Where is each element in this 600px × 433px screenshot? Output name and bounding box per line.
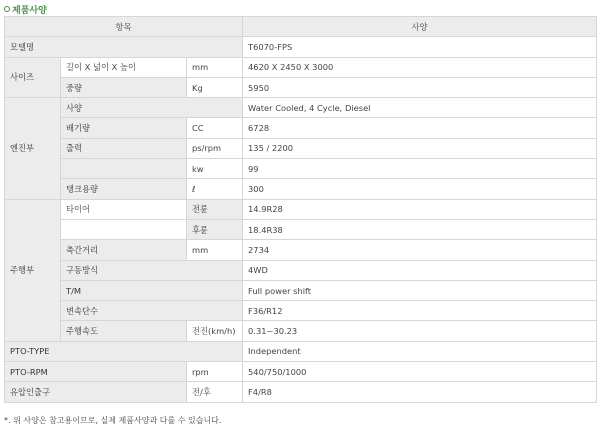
row-value: Full power shift — [243, 280, 597, 300]
row-label-empty — [61, 219, 187, 239]
row-label: 배기량 — [61, 118, 187, 138]
spec-table — [4, 16, 597, 403]
row-value: 300 — [243, 179, 597, 199]
row-label: 유압인출구 — [5, 382, 187, 402]
row-label: PTO-RPM — [5, 362, 187, 382]
table-row — [5, 362, 597, 382]
table-row — [5, 77, 597, 97]
row-value: 4620 X 2450 X 3000 — [243, 57, 597, 77]
row-unit: ps/rpm — [187, 138, 243, 158]
row-value: Independent — [243, 341, 597, 361]
row-label: 사양 — [61, 98, 243, 118]
row-label: 변속단수 — [61, 301, 243, 321]
section-title-text: 제품사양 — [12, 5, 47, 16]
header-spec: 사양 — [243, 17, 597, 37]
table-row — [5, 159, 597, 179]
table-row — [5, 260, 597, 280]
row-unit: rpm — [187, 362, 243, 382]
table-row — [5, 280, 597, 300]
row-value: 4WD — [243, 260, 597, 280]
row-value: 6728 — [243, 118, 597, 138]
row-label: 출력 — [61, 138, 187, 158]
row-label: 축간거리 — [61, 240, 187, 260]
row-value: 5950 — [243, 77, 597, 97]
table-row — [5, 98, 597, 118]
table-row — [5, 179, 597, 199]
row-unit: 전/후 — [187, 382, 243, 402]
row-value: 18.4R38 — [243, 219, 597, 239]
row-value: 135 / 2200 — [243, 138, 597, 158]
row-label: 탱크용량 — [61, 179, 187, 199]
table-row — [5, 199, 597, 219]
table-row — [5, 118, 597, 138]
row-group: 엔진부 — [5, 98, 61, 199]
row-label: 구동방식 — [61, 260, 243, 280]
row-value: Water Cooled, 4 Cycle, Diesel — [243, 98, 597, 118]
row-value: F4/R8 — [243, 382, 597, 402]
row-label: T/M — [61, 280, 243, 300]
row-group: 주행부 — [5, 199, 61, 341]
row-value: 14.9R28 — [243, 199, 597, 219]
section-title — [4, 2, 47, 16]
table-row — [5, 37, 597, 57]
table-row — [5, 382, 597, 402]
row-value: T6070-FPS — [243, 37, 597, 57]
row-label-empty — [61, 159, 187, 179]
table-row — [5, 219, 597, 239]
table-row — [5, 138, 597, 158]
row-unit: Kg — [187, 77, 243, 97]
row-value: F36/R12 — [243, 301, 597, 321]
footnote: *. 위 사양은 참고용이므로, 실제 제품사양과 다를 수 있습니다. — [4, 416, 222, 425]
row-label: 길이 X 넓이 X 높이 — [61, 57, 187, 77]
table-row — [5, 341, 597, 361]
table-header-row — [5, 17, 597, 37]
row-value: 0.31~30.23 — [243, 321, 597, 341]
row-unit: mm — [187, 57, 243, 77]
row-label: 타이어 — [61, 199, 187, 219]
header-item: 항목 — [5, 17, 243, 37]
row-value: 2734 — [243, 240, 597, 260]
row-unit: ℓ — [187, 179, 243, 199]
row-unit: 전륜 — [187, 199, 243, 219]
row-unit: kw — [187, 159, 243, 179]
row-unit: 전진(km/h) — [187, 321, 243, 341]
table-row — [5, 240, 597, 260]
row-unit: mm — [187, 240, 243, 260]
row-label: PTO-TYPE — [5, 341, 243, 361]
table-row — [5, 57, 597, 77]
table-row — [5, 301, 597, 321]
row-group: 사이즈 — [5, 57, 61, 98]
circle-bullet-icon — [4, 6, 10, 12]
table-row — [5, 321, 597, 341]
row-value: 540/750/1000 — [243, 362, 597, 382]
row-label: 중량 — [61, 77, 187, 97]
row-label: 모델명 — [5, 37, 243, 57]
row-unit: 후륜 — [187, 219, 243, 239]
row-value: 99 — [243, 159, 597, 179]
row-label: 주행속도 — [61, 321, 187, 341]
row-unit: CC — [187, 118, 243, 138]
